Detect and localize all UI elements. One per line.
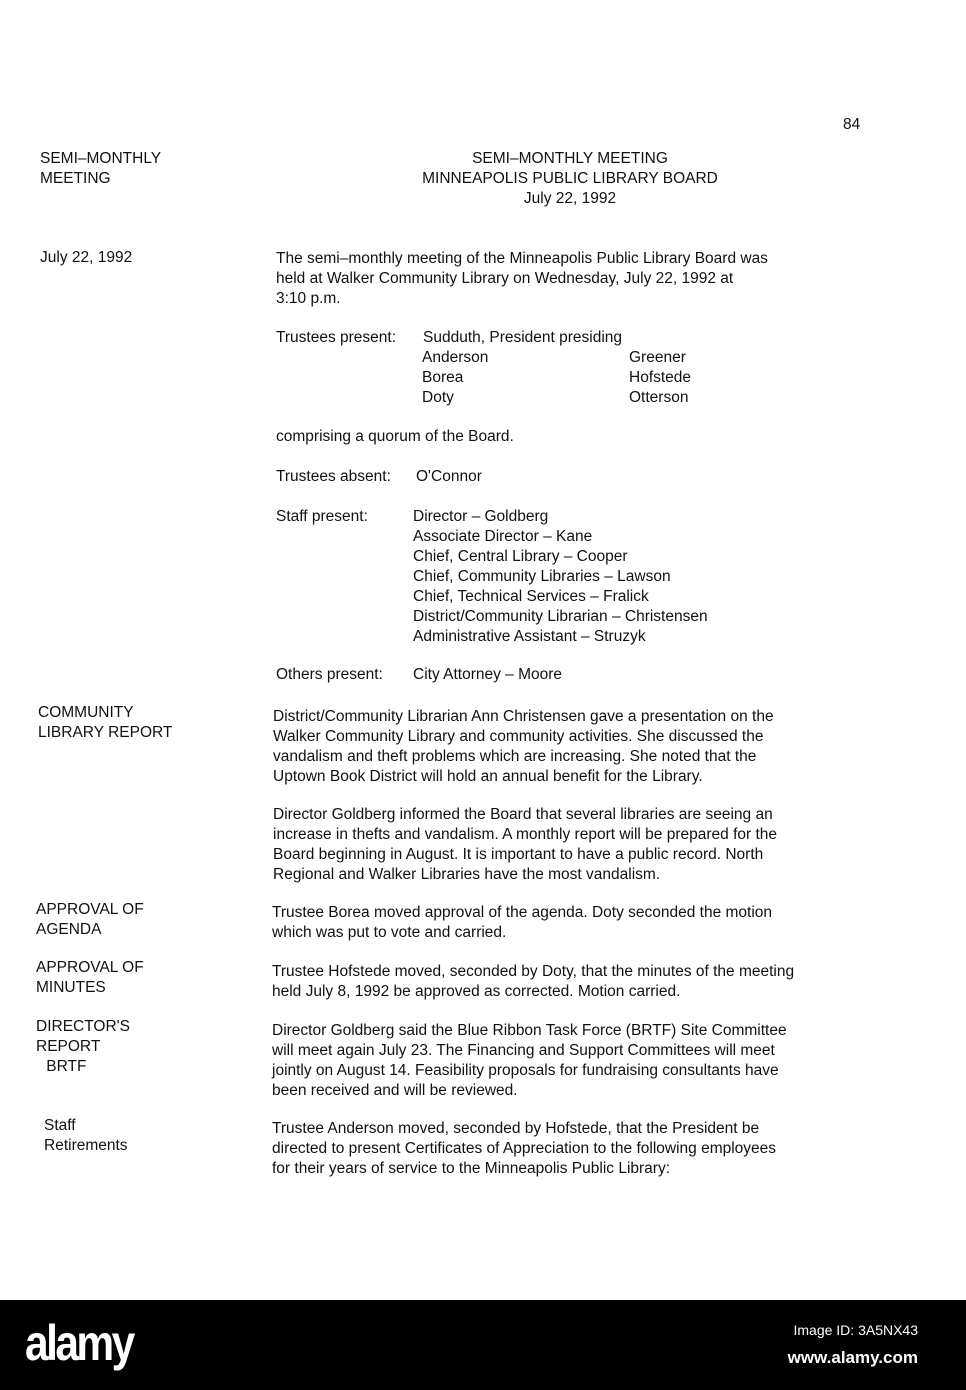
line: held at Walker Community Library on Wednesday, July 22, 1992 at [276, 270, 734, 287]
line: Chief, Technical Services – Fralick [413, 588, 649, 605]
line: will meet again July 23. The Financing and Support Committees will meet [272, 1042, 775, 1059]
site-url: www.alamy.com [787, 1348, 918, 1367]
line: Trustee Anderson moved, seconded by Hofstede, that the President be [272, 1120, 760, 1137]
margin-date: July 22, 1992 [40, 249, 133, 266]
line: Retirements [44, 1137, 128, 1154]
alamy-logo: alamy [25, 1315, 133, 1371]
line: APPROVAL OF [36, 901, 144, 918]
staff-present-list [413, 507, 708, 647]
intro-paragraph [276, 249, 768, 309]
line: District/Community Librarian Ann Christensen gave a presentation on the [273, 708, 774, 725]
brtf-paragraph [272, 1021, 787, 1101]
line: The semi–monthly meeting of the Minneapolis Public Library Board was [276, 250, 768, 267]
quorum-text: comprising a quorum of the Board. [276, 428, 514, 445]
line: Staff [44, 1117, 76, 1134]
line: Uptown Book District will hold an annual benefit for the Library. [273, 768, 703, 785]
line: Doty [422, 389, 454, 406]
document-header [370, 149, 770, 209]
line: held July 8, 1992 be approved as corrected. Motion carried. [272, 983, 681, 1000]
watermark-banner [0, 1300, 966, 1390]
others-present-value: City Attorney – Moore [413, 666, 563, 683]
margin-minutes [36, 958, 144, 998]
trustees-absent-label: Trustees absent: [276, 468, 391, 485]
line: Associate Director – Kane [413, 528, 593, 545]
line: Director – Goldberg [413, 508, 549, 525]
line: Trustee Hofstede moved, seconded by Doty, that the minutes of the meeting [272, 963, 795, 980]
line: 3:10 p.m. [276, 290, 341, 307]
margin-community [38, 703, 172, 743]
line: Board beginning in August. It is important to have a public record. North [273, 846, 764, 863]
trustees-absent-value: O'Connor [416, 468, 482, 485]
goldberg-paragraph [273, 805, 777, 885]
trustees-left-col [422, 348, 488, 408]
margin-title [40, 149, 161, 189]
line: been received and will be reviewed. [272, 1082, 518, 1099]
line: vandalism and theft problems which are increasing. She noted that the [273, 748, 757, 765]
staff-present-label: Staff present: [276, 508, 368, 525]
retirement-paragraph [272, 1119, 776, 1179]
line: DIRECTOR'S [36, 1018, 130, 1035]
line: which was put to vote and carried. [272, 924, 507, 941]
line: COMMUNITY [38, 704, 134, 721]
image-id: Image ID: 3A5NX43 [793, 1322, 918, 1338]
line: LIBRARY REPORT [38, 724, 173, 741]
line: increase in thefts and vandalism. A monthly report will be prepared for the [273, 826, 778, 843]
line: Chief, Community Libraries – Lawson [413, 568, 671, 585]
agenda-paragraph [272, 903, 772, 943]
line: SEMI–MONTHLY [40, 150, 162, 167]
line: Regional and Walker Libraries have the most vandalism. [273, 866, 661, 883]
others-present-label: Others present: [276, 666, 383, 683]
line: for their years of service to the Minneapolis Public Library: [272, 1160, 671, 1177]
line: Trustee Borea moved approval of the agenda. Doty seconded the motion [272, 904, 773, 921]
line: AGENDA [36, 921, 102, 938]
line: Administrative Assistant – Struzyk [413, 628, 646, 645]
trustees-right-col [629, 348, 691, 408]
minutes-paragraph [272, 962, 794, 1002]
page-number: 84 [843, 116, 861, 133]
line: District/Community Librarian – Christensen [413, 608, 708, 625]
line: Otterson [629, 389, 689, 406]
trustees-present-label: Trustees present: [276, 329, 397, 346]
line: MEETING [40, 170, 111, 187]
line: directed to present Certificates of Appreciation to the following employees [272, 1140, 777, 1157]
line: MINUTES [36, 979, 106, 996]
line: MINNEAPOLIS PUBLIC LIBRARY BOARD [422, 170, 718, 187]
line: jointly on August 14. Feasibility proposals for fundraising consultants have [272, 1062, 779, 1079]
line: APPROVAL OF [36, 959, 144, 976]
line: BRTF [42, 1058, 87, 1075]
line: Chief, Central Library – Cooper [413, 548, 628, 565]
line: Borea [422, 369, 464, 386]
margin-director [36, 1017, 130, 1077]
line: SEMI–MONTHLY MEETING [472, 150, 668, 167]
trustees-present-first: Sudduth, President presiding [423, 329, 623, 346]
line: Walker Community Library and community activities. She discussed the [273, 728, 764, 745]
line: Director Goldberg informed the Board that several libraries are seeing an [273, 806, 773, 823]
line: Hofstede [629, 369, 692, 386]
line: July 22, 1992 [523, 190, 617, 207]
line: Director Goldberg said the Blue Ribbon Task Force (BRTF) Site Committee [272, 1022, 787, 1039]
margin-agenda [36, 900, 144, 940]
margin-staff-retirements [44, 1116, 128, 1156]
community-paragraph [273, 707, 774, 787]
line: Anderson [422, 349, 489, 366]
line: REPORT [36, 1038, 101, 1055]
line: Greener [629, 349, 686, 366]
